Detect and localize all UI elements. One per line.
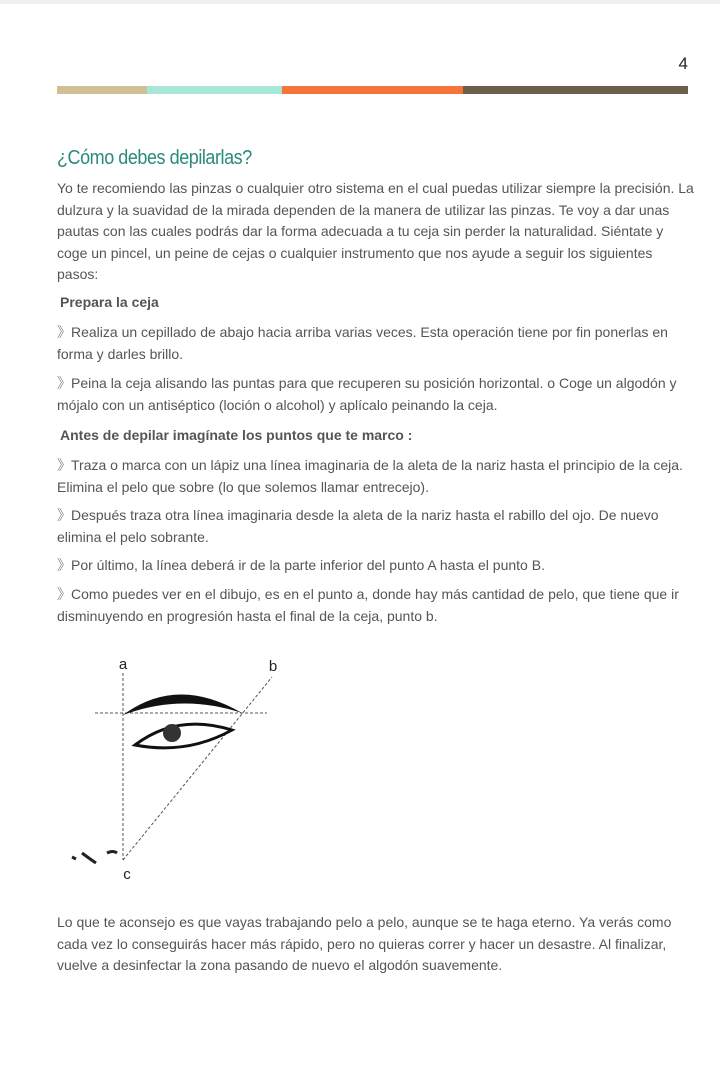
step-paragraph: 》Por último, la línea deberá ir de la parte inferior del punto A hasta el punto B. — [57, 557, 545, 573]
nose-shape — [72, 852, 117, 864]
bar-segment — [57, 86, 147, 94]
eyebrow-diagram — [57, 635, 297, 885]
color-bar — [57, 86, 688, 94]
step-paragraph: 》Después traza otra línea imaginaria desde la aleta de la nariz hasta el rabillo del ojo. De nuevo elimina el pelo sobrante. — [57, 507, 659, 545]
step-paragraph: 》Realiza un cepillado de abajo hacia arriba varias veces. Esta operación tiene por fin ponerlas en forma y darles brillo. — [57, 324, 668, 362]
section-heading: ¿Cómo debes depilarlas? — [57, 147, 252, 169]
bar-segment — [463, 86, 688, 94]
step-paragraph: 》Peina la ceja alisando las puntas para que recuperen su posición horizontal. o Coge un algodón y mójalo con un antiséptico (loción o alcohol) y aplícalo peinando la ceja. — [57, 375, 677, 413]
page-number: 4 — [678, 54, 688, 73]
closing-paragraph: Lo que te aconsejo es que vayas trabajando pelo a pelo, aunque se te haga eterno. Ya verás como cada vez lo conseguirás hacer más rápido, pero no quieras correr y hacer un desastre. Al finalizar, vuelve a desinfectar la zona pasando de nuevo el algodón suavemente. — [57, 914, 672, 973]
bar-segment — [282, 86, 463, 94]
label-a: a — [118, 656, 128, 673]
bar-segment — [147, 86, 282, 94]
eyebrow-shape — [123, 694, 242, 715]
step-paragraph: 》Como puedes ver en el dibujo, es en el punto a, donde hay más cantidad de pelo, que tiene que ir disminuyendo en progresión hasta el final de la ceja, punto b. — [57, 586, 679, 624]
label-b: b — [268, 658, 278, 675]
iris-shape — [163, 724, 181, 742]
eye-shape — [135, 724, 232, 748]
label-c: c — [123, 866, 131, 883]
top-strip — [0, 0, 720, 4]
subheading-points: Antes de depilar imagínate los puntos que te marco : — [60, 427, 413, 443]
subheading-prepare: Prepara la ceja — [60, 294, 159, 310]
intro-paragraph: Yo te recomiendo las pinzas o cualquier otro sistema en el cual puedas utilizar siempre la precisión. La dulzura y la suavidad de la mirada dependen de la manera de utilizar las pinzas. Te voy a dar unas pautas con las cuales podrás dar la forma adecuada a tu ceja sin perder la naturalidad. Siéntate y coge un pincel, un peine de cejas o cualquier instrumento que nos ayude a seguir los siguientes pasos: — [57, 180, 694, 282]
step-paragraph: 》Traza o marca con un lápiz una línea imaginaria de la aleta de la nariz hasta el principio de la ceja. Elimina el pelo que sobre (lo que solemos llamar entrecejo). — [57, 457, 683, 495]
